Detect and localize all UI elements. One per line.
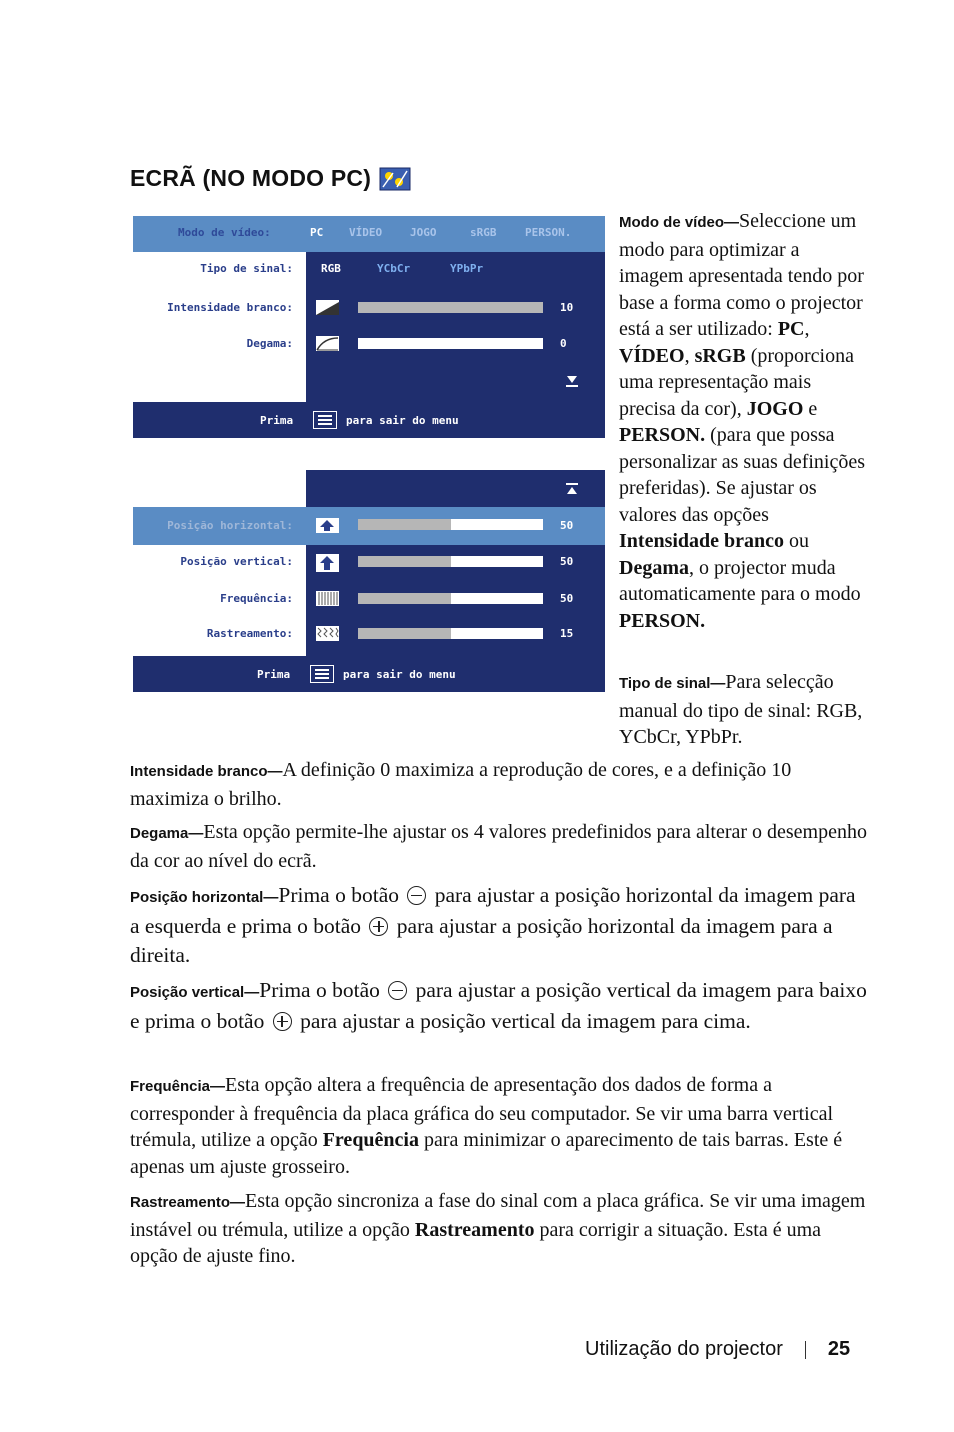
- term-modo-video: Modo de vídeo—: [619, 214, 739, 231]
- text: (para que possa personalizar as suas definições preferidas). Se ajustar os valores das opções: [619, 424, 866, 526]
- term: Intensidade branco: [619, 530, 785, 552]
- osd-slider-frequencia[interactable]: [358, 593, 543, 604]
- term-pos-vertical: Posição vertical—: [130, 984, 260, 1001]
- menu-button-icon: [310, 665, 334, 683]
- tracking-icon: [316, 626, 339, 641]
- modo-video-description: [619, 208, 867, 634]
- term-frequencia: Frequência—: [130, 1078, 226, 1095]
- text: para ajustar a posição horizontal da imagem para a esquerda e prima o botão: [130, 883, 856, 938]
- term: Degama: [619, 556, 689, 579]
- osd-value-degama: 0: [560, 337, 567, 350]
- osd-label-panel-top: [133, 470, 306, 507]
- osd-mode-label: Modo de vídeo:: [178, 226, 271, 239]
- text: Para selecção manual do tipo de sinal: RGB, YCbCr, YPbPr.: [619, 671, 863, 748]
- minus-button-icon: [388, 981, 407, 1000]
- frequency-icon: [316, 591, 339, 606]
- horizontal-position-icon: [316, 518, 339, 533]
- term-intensidade: Intensidade branco—: [130, 763, 283, 780]
- osd-footer-pre: Prima: [260, 414, 294, 427]
- osd-label-rastreamento: Rastreamento:: [206, 627, 293, 640]
- term: VÍDEO: [619, 344, 685, 367]
- text: para ajustar a posição horizontal da imagem para a direita.: [130, 914, 833, 967]
- title-text: ECRÃ (NO MODO PC): [130, 165, 372, 191]
- osd-label-tipo-sinal: Tipo de sinal:: [200, 262, 293, 275]
- plus-button-icon: [369, 917, 388, 936]
- osd-label-degama: Degama:: [246, 337, 293, 350]
- text: para ajustar a posição vertical da imagem para cima.: [294, 1009, 751, 1033]
- osd-mode-srgb[interactable]: sRGB: [470, 226, 497, 239]
- text: Esta opção altera a frequência de apresentação dos dados de forma a corresponder à frequência da placa gráfica do seu computador. Se vir uma barra vertical trémula, utilize a opção: [130, 1074, 833, 1151]
- osd-mode-pc[interactable]: PC: [310, 226, 324, 239]
- osd-value-pos-vertical: 50: [560, 555, 574, 568]
- osd-signal-ypbpr[interactable]: YPbPr: [450, 262, 484, 275]
- osd-footer-post: para sair do menu: [343, 668, 456, 681]
- text: Prima o botão: [278, 883, 405, 907]
- text: (proporciona uma representação mais precisa da cor),: [619, 344, 854, 420]
- term: PC: [777, 318, 805, 340]
- osd-label-pos-horizontal: Posição horizontal:: [167, 519, 293, 532]
- plus-button-icon: [273, 1012, 292, 1031]
- term-degama: Degama—: [130, 825, 204, 842]
- text: ,: [684, 344, 695, 367]
- osd-menu-position: [133, 470, 605, 692]
- osd-footer: [133, 656, 605, 692]
- slider-fill: [358, 593, 451, 604]
- osd-slider-degama[interactable]: [358, 338, 543, 349]
- text: Esta opção permite-lhe ajustar os 4 valores predefinidos para alterar o desempenho da cor ao nível do ecrã.: [130, 821, 867, 872]
- minus-button-icon: [407, 886, 426, 905]
- degamma-curve-icon: [316, 336, 339, 351]
- frequencia-description: [130, 1072, 870, 1180]
- text: A definição 0 maximiza a reprodução de cores, e a definição 10 maximiza o brilho.: [130, 759, 792, 810]
- slider-fill: [358, 556, 451, 567]
- page-number: 25: [827, 1338, 851, 1360]
- term: PERSON.: [619, 609, 706, 632]
- osd-mode-person[interactable]: PERSON.: [525, 226, 572, 239]
- slider-fill: [358, 338, 543, 349]
- term: JOGO: [746, 397, 804, 420]
- term: Frequência: [322, 1129, 419, 1151]
- osd-mode-jogo[interactable]: JOGO: [410, 226, 437, 239]
- osd-slider-pos-vertical[interactable]: [358, 556, 543, 567]
- osd-label-intensidade: Intensidade branco:: [167, 301, 293, 314]
- pos-vertical-description: [130, 976, 870, 1036]
- slider-fill: [358, 302, 543, 313]
- text: para minimizar o aparecimento de tais barras. Este é apenas um ajuste grosseiro.: [130, 1129, 843, 1178]
- menu-button-icon: [313, 411, 337, 429]
- osd-footer: [133, 402, 605, 438]
- section-title: [130, 165, 411, 192]
- degama-description: [130, 819, 870, 874]
- term: PERSON.: [619, 424, 706, 446]
- footer-section: Utilização do projector: [585, 1338, 783, 1360]
- osd-menu-main: [133, 216, 605, 438]
- osd-signal-rgb[interactable]: RGB: [321, 262, 341, 275]
- text: e: [803, 397, 818, 420]
- text: para corrigir a situação. Esta é uma opção de ajuste fino.: [130, 1218, 822, 1267]
- osd-footer-pre: Prima: [257, 668, 291, 681]
- scroll-down-icon[interactable]: [564, 373, 580, 389]
- term-rastreamento: Rastreamento—: [130, 1194, 246, 1211]
- osd-label-frequencia: Frequência:: [220, 592, 293, 605]
- osd-value-rastreamento: 15: [560, 627, 574, 640]
- text: Prima o botão: [259, 978, 386, 1002]
- intensidade-description: [130, 757, 870, 812]
- display-settings-icon: [379, 167, 411, 191]
- scroll-up-icon[interactable]: [564, 481, 580, 497]
- text: ou: [784, 530, 810, 552]
- term: Rastreamento: [414, 1218, 535, 1241]
- text: Seleccione um modo para optimizar a imagem apresentada tendo por base a forma como o projector está a ser utilizado:: [619, 210, 864, 340]
- pos-horizontal-description: [130, 881, 870, 970]
- vertical-position-icon: [316, 554, 339, 572]
- slider-fill: [358, 519, 451, 530]
- footer-divider: [805, 1341, 806, 1359]
- term-tipo-sinal: Tipo de sinal—: [619, 675, 726, 692]
- osd-mode-row: [133, 216, 605, 252]
- osd-value-intensidade: 10: [560, 301, 574, 314]
- osd-signal-ycbcr[interactable]: YCbCr: [377, 262, 411, 275]
- osd-slider-rastreamento[interactable]: [358, 628, 543, 639]
- osd-value-pos-horizontal: 50: [560, 519, 574, 532]
- page-footer: [585, 1338, 850, 1361]
- osd-value-frequencia: 50: [560, 592, 574, 605]
- osd-slider-intensidade[interactable]: [358, 302, 543, 313]
- osd-footer-post: para sair do menu: [346, 414, 459, 427]
- white-intensity-icon: [316, 300, 339, 315]
- term-pos-horizontal: Posição horizontal—: [130, 889, 279, 906]
- text: para ajustar a posição vertical da imagem para baixo e prima o botão: [130, 978, 867, 1033]
- slider-fill: [358, 628, 451, 639]
- osd-mode-video[interactable]: VÍDEO: [349, 226, 383, 239]
- tipo-sinal-description: [619, 669, 869, 751]
- rastreamento-description: [130, 1188, 870, 1270]
- osd-label-pos-vertical: Posição vertical:: [180, 555, 293, 568]
- text: Esta opção sincroniza a fase do sinal com a placa gráfica. Se vir uma imagem instável ou trémula, utilize a opção: [130, 1190, 866, 1241]
- osd-slider-pos-horizontal[interactable]: [358, 519, 543, 530]
- text: ,: [804, 318, 810, 340]
- text: , o projector muda automaticamente para o modo: [619, 556, 861, 605]
- term: sRGB: [694, 344, 746, 367]
